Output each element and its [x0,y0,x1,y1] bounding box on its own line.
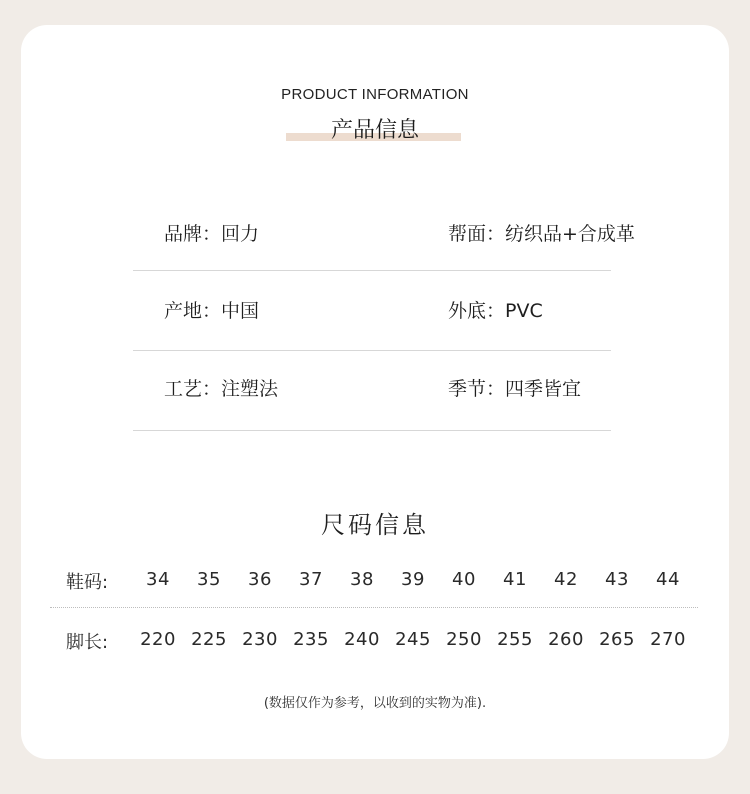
sole-material-info: 外底：PVC [448,300,543,322]
info-divider [133,430,611,431]
shoe-size-cell: 37 [299,569,323,590]
brand-info: 品牌：回力 [164,223,260,245]
shoe-size-cell: 35 [197,569,221,590]
foot-length-cell: 270 [650,629,686,650]
foot-length-cell: 240 [344,629,380,650]
shoe-size-cell: 44 [656,569,680,590]
info-divider [133,350,611,351]
size-section-title: 尺码信息 [321,511,429,539]
shoe-size-cell: 34 [146,569,170,590]
shoe-size-label: 鞋码: [66,572,109,593]
shoe-size-cell: 42 [554,569,578,590]
foot-length-cell: 265 [599,629,635,650]
foot-length-cell: 230 [242,629,278,650]
process-info: 工艺：注塑法 [164,378,279,400]
shoe-size-cell: 36 [248,569,272,590]
foot-length-cell: 250 [446,629,482,650]
foot-length-cell: 220 [140,629,176,650]
season-info: 季节：四季皆宜 [448,378,582,400]
info-divider [133,270,611,271]
foot-length-cell: 235 [293,629,329,650]
foot-length-cell: 225 [191,629,227,650]
foot-length-cell: 245 [395,629,431,650]
size-row-divider [50,607,698,608]
shoe-size-cell: 38 [350,569,374,590]
shoe-size-cell: 39 [401,569,425,590]
shoe-size-cell: 41 [503,569,527,590]
foot-length-label: 脚长: [66,632,109,653]
shoe-size-cell: 40 [452,569,476,590]
origin-info: 产地：中国 [164,300,260,322]
foot-length-cell: 260 [548,629,584,650]
shoe-size-cell: 43 [605,569,629,590]
size-disclaimer-note: (数据仅作为参考，以收到的实物为准). [263,696,487,711]
upper-material-info: 帮面：纺织品+合成革 [448,223,635,245]
english-section-title: PRODUCT INFORMATION [281,86,469,103]
foot-length-cell: 255 [497,629,533,650]
chinese-section-title: 产品信息 [330,118,419,143]
